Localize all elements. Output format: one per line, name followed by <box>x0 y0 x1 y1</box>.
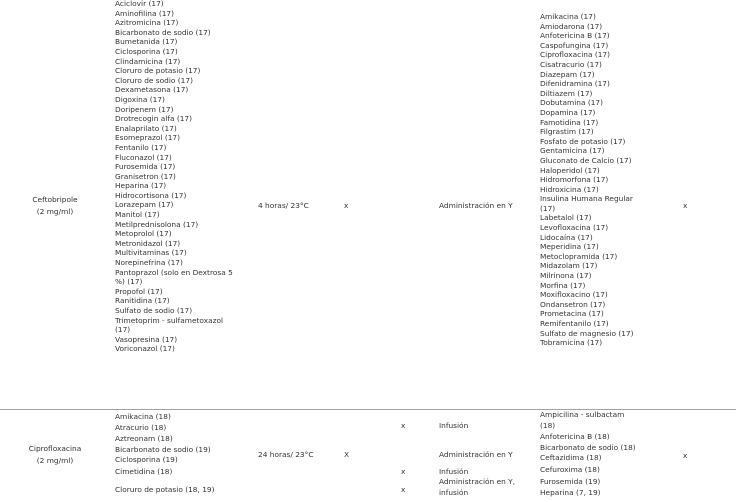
list-item: Bumetanida (17) <box>115 37 178 47</box>
list-item: Vasopresina (17) <box>115 334 178 344</box>
list-item: Diazepam (17) <box>540 69 595 79</box>
list-item: Hidrocortisona (17) <box>115 190 187 200</box>
list-item: Norepinefrina (17) <box>115 258 183 268</box>
compatibility-mark: X <box>344 450 350 459</box>
list-item: Ondansetron (17) <box>540 299 606 309</box>
list-item: Pantoprazol (solo en Dextrosa 5 <box>115 267 233 277</box>
list-item: Dopamina (17) <box>540 107 596 117</box>
list-item: Midazolam (17) <box>540 261 598 271</box>
list-item: Metoclopramida (17) <box>540 251 618 261</box>
list-item: Metilprednisolona (17) <box>115 219 199 229</box>
stability: 24 horas/ 23°C <box>258 450 314 459</box>
list-item: Heparina (7, 19) <box>540 488 601 497</box>
list-item: Gentamicina (17) <box>540 146 605 156</box>
list-item: Anfotericina B (18) <box>540 432 610 441</box>
list-item: Furosemida (19) <box>540 477 601 486</box>
list-item: Bicarbonato de sodio (17) <box>115 27 211 37</box>
list-item: Famotidina (17) <box>540 117 599 127</box>
list-item: Ranitidina (17) <box>115 296 170 306</box>
list-item: Moxifloxacino (17) <box>540 290 608 300</box>
administration-route: Administración en Y <box>439 450 513 459</box>
mid-mark: x <box>401 485 406 494</box>
administration-route: Infusión <box>439 421 469 430</box>
list-item: Metoprolol (17) <box>115 229 172 239</box>
list-item: Fluconazol (17) <box>115 152 172 162</box>
administration-route: infusión <box>439 488 469 497</box>
list-item: Cisatracurio (17) <box>540 59 602 69</box>
list-item: Lorazepam (17) <box>115 200 174 210</box>
row-separator <box>0 409 736 410</box>
list-item: Anfotericina B (17) <box>540 31 610 41</box>
list-item: Furosemida (17) <box>115 162 176 172</box>
list-item: Lidocaína (17) <box>540 232 593 242</box>
list-item: Morfina (17) <box>540 280 586 290</box>
list-item: Cloruro de potasio (17) <box>115 66 201 76</box>
compatibility-mark: x <box>344 201 349 210</box>
list-item: Insulina Humana Regular <box>540 194 633 204</box>
list-item: Voriconazol (17) <box>115 344 175 354</box>
drug-name: Ciprofloxacina <box>28 444 82 453</box>
list-item: Remifentanilo (17) <box>540 319 609 328</box>
drug-concentration: (2 mg/ml) <box>36 456 74 465</box>
list-item: Metronidazol (17) <box>115 238 181 248</box>
list-item: (18) <box>540 421 556 430</box>
list-item: Sulfato de sodio (17) <box>115 306 193 315</box>
list-item: Amiodarona (17) <box>540 21 603 31</box>
list-item: Fentanilo (17) <box>115 142 167 152</box>
list-item: Difenidramina (17) <box>540 79 610 89</box>
list-item: Cefuroxima (18) <box>540 465 600 474</box>
list-item: Ciclosporina (19) <box>115 455 178 464</box>
list-item: Ceftazidima (18) <box>540 453 602 462</box>
list-item: Caspofungina (17) <box>540 40 609 50</box>
list-item: Bicarbonato de sodio (18) <box>540 443 636 452</box>
list-item: Ampicilina - sulbactam <box>540 410 625 419</box>
list-item: Amikacina (18) <box>115 412 171 421</box>
list-item: Cloruro de potasio (18, 19) <box>115 485 215 494</box>
list-item: Filgrastim (17) <box>540 127 594 137</box>
drug-concentration: (2 mg/ml) <box>36 207 74 216</box>
list-item: Esomeprazol (17) <box>115 133 181 143</box>
list-item: Milrinona (17) <box>540 271 592 281</box>
list-item: Atracurio (18) <box>115 423 167 432</box>
list-item: Manitol (17) <box>115 210 160 220</box>
drug-name: Ceftobripole <box>32 195 78 204</box>
list-item: Diltiazem (17) <box>540 88 593 98</box>
list-item: Meperidina (17) <box>540 242 599 252</box>
list-item: Cloruro de sodio (17) <box>115 75 193 85</box>
list-item: Doripenem (17) <box>115 104 174 114</box>
list-item: Trimetoprim - sulfametoxazol <box>115 315 224 325</box>
list-item: (17) <box>115 325 131 335</box>
list-item: Hidroxicina (17) <box>540 184 599 194</box>
list-item: Tobramicina (17) <box>540 338 603 348</box>
list-item: Propofol (17) <box>115 286 163 296</box>
list-item: Labetalol (17) <box>540 213 592 223</box>
list-item: Heparina (17) <box>115 181 167 191</box>
list-item: (17) <box>540 203 556 213</box>
list-item: Haloperidol (17) <box>540 165 600 175</box>
incompatible-list <box>540 12 670 348</box>
list-item: Aciclovir (17) <box>115 0 164 8</box>
list-item: Dobutamina (17) <box>540 98 604 108</box>
list-item: %) (17) <box>115 277 143 287</box>
list-item: Azitromicina (17) <box>115 18 179 28</box>
list-item: Dexametasona (17) <box>115 85 189 95</box>
list-item: Fosfato de potasio (17) <box>540 136 626 146</box>
administration-route: Administración en Y, <box>439 477 516 486</box>
list-item: Granisetron (17) <box>115 171 176 181</box>
administration-route: Infusión <box>439 467 469 476</box>
administration-route: Administración en Y <box>439 201 513 210</box>
list-item: Hidromorfona (17) <box>540 175 609 185</box>
list-item: Aminofilina (17) <box>115 8 175 18</box>
list-item: Ciclosporina (17) <box>115 46 178 56</box>
incompatibility-mark: x <box>683 451 688 460</box>
list-item: Sulfato de magnesio (17) <box>540 328 634 338</box>
list-item: Gluconato de Calcio (17) <box>540 155 632 165</box>
list-item: Clindamicina (17) <box>115 56 181 66</box>
incompatibility-mark: x <box>683 201 688 210</box>
list-item: Prometacina (17) <box>540 309 604 319</box>
list-item: Levofloxacina (17) <box>540 223 609 233</box>
list-item: Amikacina (17) <box>540 12 596 21</box>
stability: 4 horas/ 23°C <box>258 201 309 210</box>
compatible-list <box>115 0 255 354</box>
list-item: Bicarbonato de sodio (19) <box>115 445 211 454</box>
list-item: Aztreonam (18) <box>115 434 173 443</box>
list-item: Cimetidina (18) <box>115 467 173 476</box>
list-item: Drotrecogin alfa (17) <box>115 114 193 124</box>
list-item: Ciprofloxacina (17) <box>540 50 611 60</box>
list-item: Enalaprilato (17) <box>115 123 177 133</box>
list-item: Multivitaminas (17) <box>115 248 187 258</box>
list-item: Digoxina (17) <box>115 94 165 104</box>
mid-mark: x <box>401 421 406 430</box>
mid-mark: x <box>401 467 406 476</box>
